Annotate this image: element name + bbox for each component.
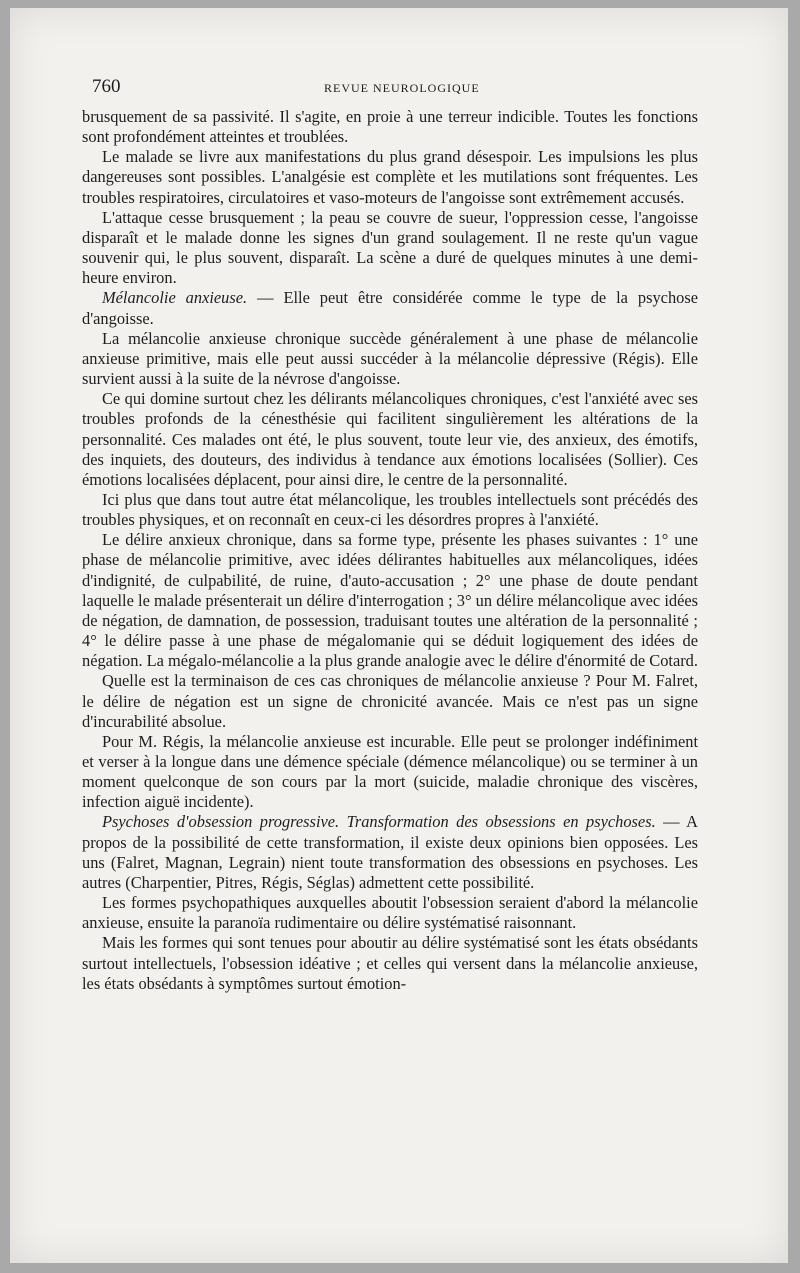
paragraph: Quelle est la terminaison de ces cas chroniques de mélancolie anxieuse ? Pour M. Falret, le délire de négation est un signe de chronicité avancée. Mais ce n'est pas un signe d'incurabilité absolue.: [82, 671, 698, 731]
section-heading: Psychoses d'obsession progressive. Transformation des obsessions en psychoses.: [102, 812, 656, 832]
section-heading-paragraph: Mélancolie anxieuse. — Elle peut être considérée comme le type de la psychose d'angoisse.: [82, 288, 699, 328]
paragraph: L'attaque cesse brusquement ; la peau se couvre de sueur, l'oppression cesse, l'angoisse disparaît et le malade donne les signes d'un grand soulagement. Il ne reste qu'un vague souvenir qui, le plus souvent, disparaît. La scène a duré de quelques minutes à une demi-heure environ.: [82, 207, 698, 288]
page-header: [92, 76, 708, 100]
page-number: 760: [92, 76, 121, 97]
section-heading-paragraph: Psychoses d'obsession progressive. Transformation des obsessions en psychoses. — A propos de la possibilité de cette transformation, il existe deux opinions bien opposées. Les uns (Falret, Magnan, Legrain) nient toute transformation des obsessions en psychoses. Les autres (Charpentier, Pitres, Régis, Séglas) admettent cette possibilité.: [82, 812, 698, 892]
paragraph: Pour M. Régis, la mélancolie anxieuse est incurable. Elle peut se prolonger indéfiniment et verser à la longue dans une démence spéciale (démence mélancolique) ou se terminer à un moment quelconque de son cours par la mort (suicide, maladie chronique des viscères, infection aiguë incidente).: [82, 731, 698, 812]
section-heading: Mélancolie anxieuse.: [102, 288, 248, 308]
paragraph: Le malade se livre aux manifestations du plus grand désespoir. Les impulsions les plus dangereuses sont possibles. L'analgésie est complète et les mutilations sont fréquentes. Les troubles respiratoires, circulatoires et vaso-moteurs de l'angoisse sont extrêmement accusés.: [82, 147, 698, 207]
paragraph: La mélancolie anxieuse chronique succède généralement à une phase de mélancolie anxieuse primitive, mais elle peut aussi succéder à la mélancolie dépressive (Régis). Elle survient aussi à la suite de la névrose d'angoisse.: [82, 328, 698, 389]
paragraph: brusquement de sa passivité. Il s'agite, en proie à une terreur indicible. Toutes les fonctions sont profondément atteintes et troublées.: [82, 107, 698, 147]
paragraph: Le délire anxieux chronique, dans sa forme type, présente les phases suivantes : 1° une phase de mélancolie primitive, avec idées délirantes habituelles aux mélancoliques, idées d'indignité, de culpabilité, de ruine, d'auto-accusation ; 2° une phase de doute pendant laquelle le malade présenterait un délire d'interrogation ; 3° un délire mélancolique avec idées de négation, de damnation, de possession, traduisant toutes une altération de la personnalité ; 4° le délire passe à une phase de mégalomanie qui se déduit logiquement des idées de négation. La mégalo-mélancolie a la plus grande analogie avec le délire d'énormité de Cotard.: [82, 530, 698, 671]
paragraph: Ici plus que dans tout autre état mélancolique, les troubles intellectuels sont précédés des troubles physiques, et on reconnaît en ceux-ci les désordres propres à l'anxiété.: [82, 489, 698, 530]
body-text: [82, 107, 698, 994]
paragraph: Les formes psychopathiques auxquelles aboutit l'obsession seraient d'abord la mélancolie anxieuse, ensuite la paranoïa rudimentaire ou délire systématisé raisonnant.: [82, 893, 698, 933]
running-title: REVUE NEUROLOGIQUE: [324, 81, 480, 95]
paragraph: Ce qui domine surtout chez les délirants mélancoliques chroniques, c'est l'anxiété avec ses troubles profonds de la cénesthésie qui facilitent singulièrement les altérations de la personnalité. Ces malades ont été, le plus souvent, toute leur vie, des anxieux, des émotifs, des inquiets, des douteurs, des individus à tendance aux émotions localisées (Sollier). Ces émotions localisées déplacent, pour ainsi dire, le centre de la personnalité.: [82, 389, 698, 489]
paragraph: Mais les formes qui sont tenues pour aboutir au délire systématisé sont les états obsédants surtout intellectuels, l'obsession idéative ; et celles qui versent dans la mélancolie anxieuse, les états obsédants à symptômes surtout émotion-: [82, 933, 698, 993]
